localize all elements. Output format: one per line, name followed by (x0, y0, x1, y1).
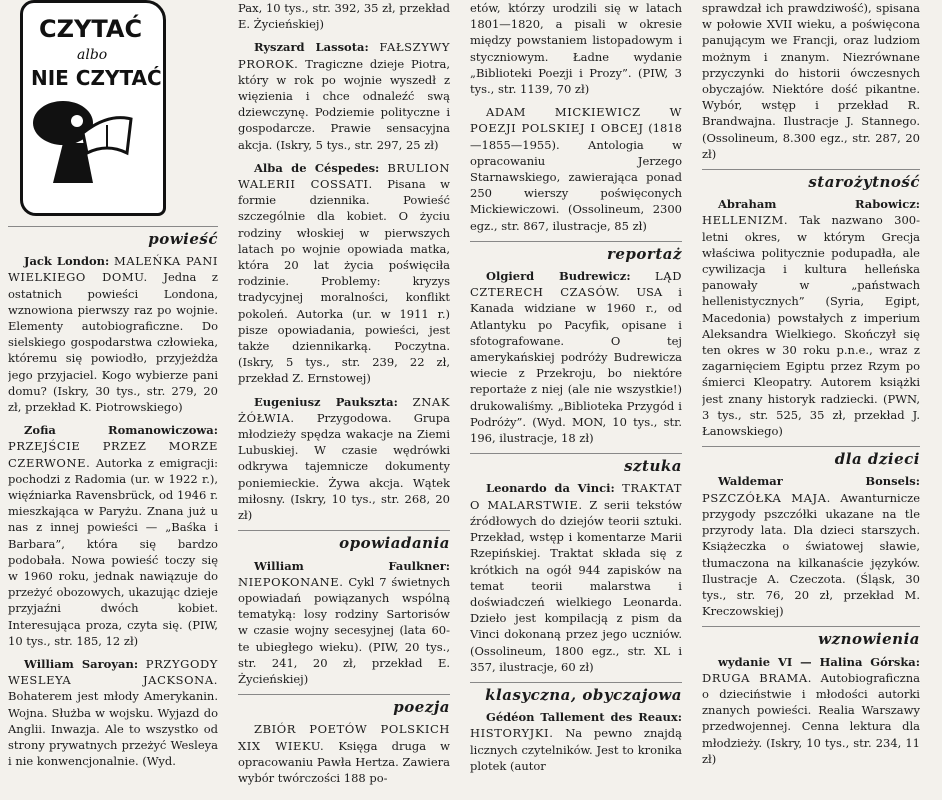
entry-london: Jack London: MALEŃKA PANI WIELKIEGO DOMU. Jedna z ostatnich powieści Londona, wznowiona pierwszy raz po wojnie. Elementy autobiograficzne. Do sielskiego gospodarstwa człowieka, któremu się powiodło, przyjeżdża jego przyjaciel. Kogo wybierze pani domu? (Iskry, 30 tys., str. 279, 20 zł, przekład K. Piotrowskiego) (8, 254, 218, 415)
entry-mickiewicz: ADAM MICKIEWICZ W POEZJI POLSKIEJ I OBCEJ (1818—1855—1955). Antologia w opracowaniu Jerzego Starnawskiego, zawierająca ponad 250 wierszy poświęconych Mickiewiczowi. (Ossolineum, 2300 egz., str. 867, ilustracje, 85 zł) (470, 105, 682, 233)
reader-figure-icon (23, 3, 163, 213)
logo-line-1: CZYTAĆ (39, 15, 143, 43)
entry-saroyan: William Saroyan: PRZYGODY WESLEYA JACKSONA. Bohaterem jest młody Amerykanin. Wojna. Służba w wojsku. Wyjazd do Anglii. Inwazja. Ale to wszystko od strony prywatnych przeżyć Wesleya i nie konwencjonalnie. (Wyd. (8, 657, 218, 769)
entry-zbior-poetow: ZBIÓR POETÓW POLSKICH XIX WIEKU. Księga druga w opracowaniu Pawła Hertza. Zawiera wybór twórczości 188 po- (238, 722, 450, 785)
czytac-logo (20, 0, 166, 216)
section-heading-wznowienia: wznowienia (702, 626, 920, 647)
entry-gorska: wydanie VI — Halina Górska: DRUGA BRAMA. Autobiograficzna o dzieciństwie i młodości autorki znanych powieści. Realia Warszawy przedwojennej. Cenna lektura dla młodzieży. (Iskry, 10 tys., str. 234, 11 zł) (702, 654, 920, 766)
entry-saroyan-continued: Pax, 10 tys., str. 392, 35 zł, przekład E. Życieńskiej) (238, 1, 450, 32)
entry-romanowiczowa: Zofia Romanowiczowa: PRZEJŚCIE PRZEZ MORZE CZERWONE. Autorka z emigracji: pochodzi z Radomia (ur. w 1922 r.), więźniarka Ravensbrück, od 1946 r. mieszkająca w Paryżu. Znana już u nas z innej powieści — „Baśka i Barbara”, która się bardzo podobała. Nowa powieść toczy się w 1960 roku, jednak nawiązuje do przeżyć obozowych, ukazując dzieje przyjaźni dwóch kobiet. Interesująca proza, czyta się. (PIW, 10 tys., str. 185, 12 zł) (8, 423, 218, 648)
section-heading-dla-dzieci: dla dzieci (702, 446, 920, 467)
section-heading-sztuka: sztuka (470, 453, 682, 474)
entry-lassota: Ryszard Lassota: FAŁSZYWY PROROK. Tragiczne dzieje Piotra, który w rok po wojnie wyszedł z więzienia i chce odnaleźć swą dziewczynę. Podziemie polityczne i gospodarcze. Prawie sensacyjna akcja. (Iskry, 5 tys., str. 297, 25 zł) (238, 40, 450, 152)
section-heading-klasyczna: klasyczna, obyczajowa (470, 682, 682, 703)
column-1 (8, 0, 218, 800)
column-4 (702, 0, 920, 800)
entry-zbior-continued: etów, którzy urodzili się w latach 1801—1820, a pisali w okresie między powstaniem listopadowym i styczniowym. Ładne wydanie „Biblioteki Poezji i Prozy”. (PIW, 3 tys., str. 1139, 70 zł) (470, 1, 682, 97)
column-2 (238, 0, 450, 800)
entry-da-vinci: Leonardo da Vinci: TRAKTAT O MALARSTWIE. Z serii tekstów źródłowych do dziejów teorii sztuki. Przekład, wstęp i komentarze Marii Rzepińskiej. Traktat składa się z krótkich na ogół 944 zapisków na temat teorii malarstwa i doświadczeń wielkiego Leonarda. Dzieło jest kompilacją z pism da Vinci dokonaną przez jego uczniów. (Ossolineum, 1800 egz., str. XL i 357, ilustracje, 60 zł) (470, 481, 682, 674)
entry-budrewicz: Olgierd Budrewicz: LĄD CZTERECH CZASÓW. USA i Kanada widziane w 1960 r., od Atlantyku po Pacyfik, opisane i sfotografowane. O tej amerykańskiej podróży Budrewicza wiecie z Przekroju, bo niektóre reportaże z niej (ale nie wszystkie!) drukowaliśmy. „Biblioteka Przygód i Podróży”. (Wyd. MON, 10 tys., str. 196, ilustracje, 18 zł) (470, 269, 682, 446)
logo-line-2: albo (77, 47, 108, 63)
entry-rabowicz: Abraham Rabowicz: HELLENIZM. Tak nazwano 300-letni okres, w którym Grecja właściwa politycznie podupadła, ale cywilizacja i kultura helleńska panowały w „państwach hellenistycznych” (Syria, Egipt, Macedonia) powstałych z imperium Aleksandra Wielkiego. Skończył się ten okres w 30 roku p.n.e., wraz z zagarnięciem Egiptu przez Rzym po śmierci Kleopatry. Autorem książki jest znany historyk radziecki. (PWN, 3 tys., str. 525, 35 zł, przekład J. Łanowskiego) (702, 197, 920, 439)
entry-tallemant: Gédéon Tallement des Reaux: HISTORYJKI. Na pewno znajdą licznych czytelników. Jest to kronika plotek (autor (470, 710, 682, 773)
section-heading-poezja: poezja (238, 694, 450, 715)
entry-tallemant-continued: sprawdzał ich prawdziwość), spisana w połowie XVII wieku, a poświęcona panującym we Francji, oraz ludziom możnym i znanym. Niezrównane przyczynki do historii ówczesnych obyczajów. Niektóre dość pikantne. Wybór, wstęp i przekład R. Brandwajna. Ilustracje J. Stannego. (Ossolineum, 8.300 egz., str. 287, 20 zł) (702, 1, 920, 161)
entry-faulkner: William Faulkner: NIEPOKONANE. Cykl 7 świetnych opowiadań powiązanych wspólną tematyką: losy rodziny Sartorisów w czasie wojny secesyjnej (lata 60-te ubiegłego wieku). (PIW, 20 tys., str. 241, 20 zł, przekład E. Życieńskiej) (238, 558, 450, 686)
section-heading-starozytnosc: starożytność (702, 169, 920, 190)
logo-line-3: NIE CZYTAĆ (31, 66, 162, 90)
section-heading-reportaz: reportaż (470, 241, 682, 262)
section-heading-powiesc: powieść (8, 226, 218, 247)
section-heading-opowiadania: opowiadania (238, 530, 450, 551)
column-3 (470, 0, 682, 800)
entry-paukszta: Eugeniusz Paukszta: ZNAK ŻÓŁWIA. Przygodowa. Grupa młodzieży spędza wakacje na Ziemi Lubuskiej. W czasie wędrówki odkrywa tajemnicze dokumenty poniemieckie. Żywa akcja. Wątek miłosny. (Iskry, 10 tys., str. 268, 20 zł) (238, 394, 450, 523)
entry-bonsels: Waldemar Bonsels: PSZCZÓŁKA MAJA. Awanturnicze przygody pszczółki ukazane na tle przyrody lata. Dla dzieci starszych. Książeczka o światowej sławie, tłumaczona na kilkanaście języków. Ilustracje A. Czeczota. (Śląsk, 30 tys., str. 76, 20 zł, przekład M. Kreczowskiej) (702, 474, 920, 619)
entry-cespedes: Alba de Céspedes: BRULION WALERII COSSATI. Pisana w formie dziennika. Powieść szczególnie dla kobiet. O życiu rodziny włoskiej w pierwszych latach po wojnie opowiada matka, która 20 lat życia poświęciła rodzinie. Problemy: kryzys tradycyjnej moralności, konflikt pokoleń. Autorka (ur. w 1911 r.) pisze opowiadania, powieści, jest także dziennikarką. Poczytna. (Iskry, 5 tys., str. 239, 22 zł, przekład Z. Ernstowej) (238, 160, 450, 386)
